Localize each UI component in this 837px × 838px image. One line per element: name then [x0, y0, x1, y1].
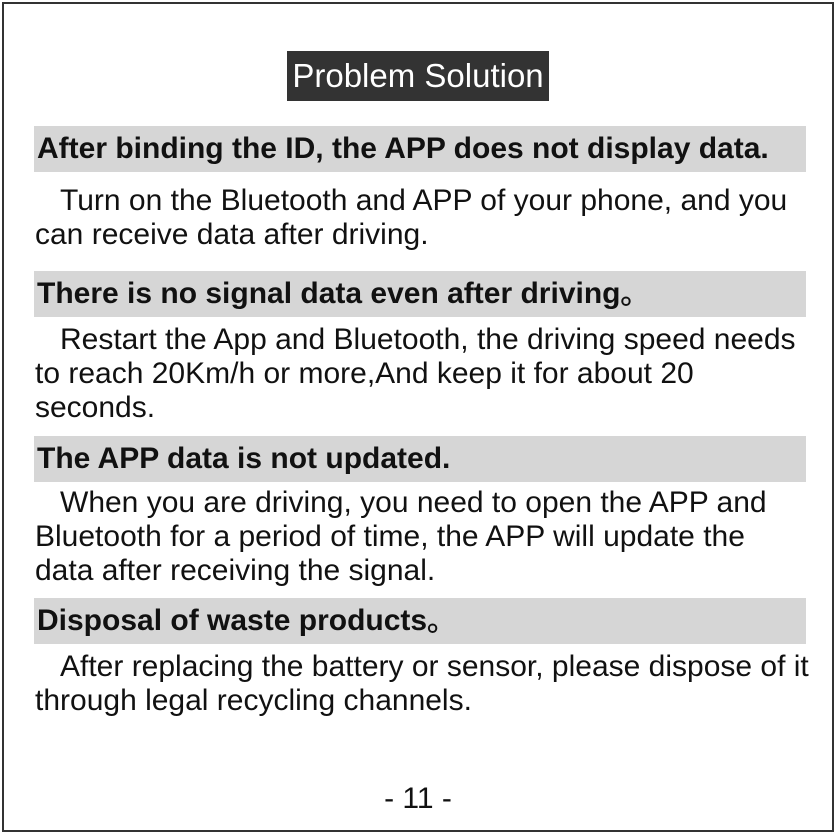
section-body-waste-disposal: After replacing the battery or sensor, please dispose of it through legal recycling channels. — [35, 650, 809, 717]
section-heading-no-signal: There is no signal data even after driving。 — [34, 271, 806, 317]
section-body-no-signal: Restart the App and Bluetooth, the driving speed needs to reach 20Km/h or more,And keep it for about 20 seconds. — [35, 323, 796, 424]
page-number: - 11 - — [384, 782, 452, 815]
section-heading-not-updated: The APP data is not updated. — [34, 436, 806, 482]
title-container — [4, 51, 832, 101]
manual-page — [2, 2, 834, 832]
section-body-not-updated: When you are driving, you need to open the APP and Bluetooth for a period of time, the APP will update the data after receiving the signal. — [35, 486, 767, 587]
page-title: Problem Solution — [287, 51, 548, 101]
section-heading-waste-disposal: Disposal of waste products。 — [34, 598, 806, 644]
section-body-no-data-display: Turn on the Bluetooth and APP of your phone, and you can receive data after driving. — [35, 184, 788, 251]
section-heading-no-data-display: After binding the ID, the APP does not display data. — [34, 126, 806, 172]
